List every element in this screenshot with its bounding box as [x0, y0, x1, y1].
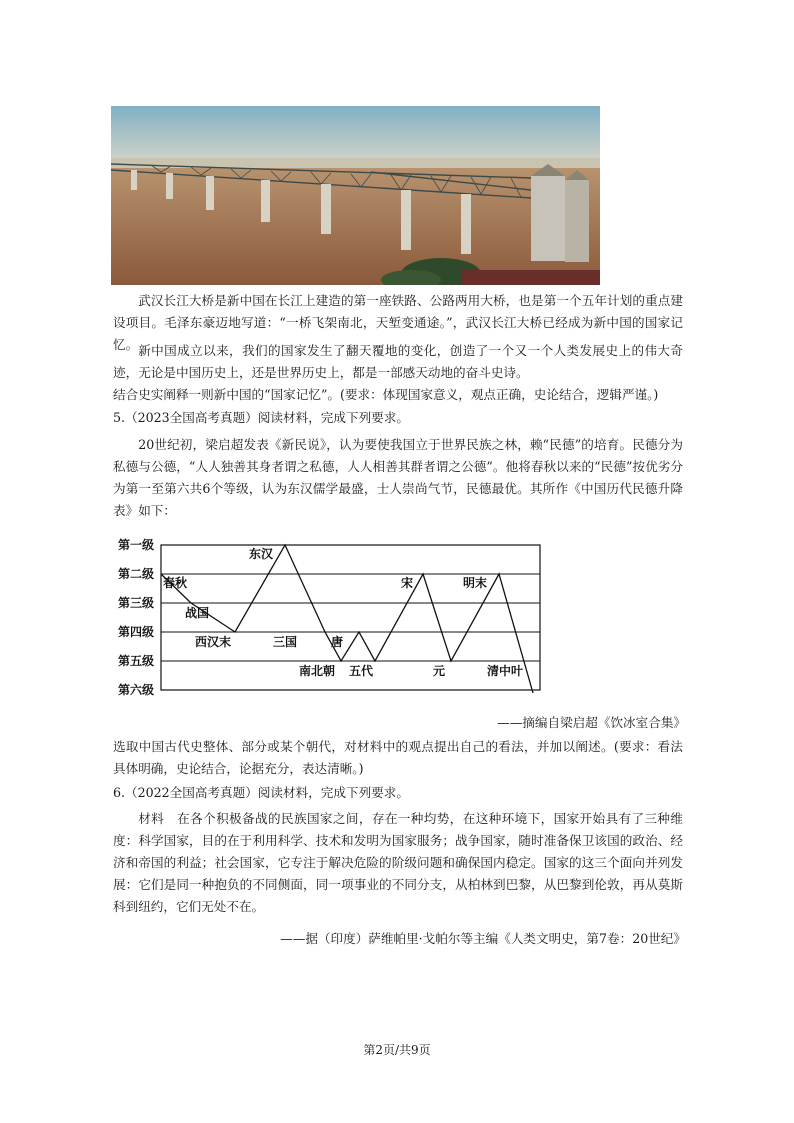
- y-tick-label: 第三级: [118, 596, 155, 610]
- paragraph-new-china: 新中国成立以来，我们的国家发生了翻天覆地的变化，创造了一个又一个人类发展史上的伟大奇迹，无论是中国历史上，还是世界历史上，都是一部感天动地的奋斗史诗。: [113, 343, 683, 380]
- paragraph-bridge-intro: 武汉长江大桥是新中国在长江上建造的第一座铁路、公路两用大桥，也是第一个五年计划的重点建设项目。毛泽东豪迈地写道：“一桥飞架南北，天堑变通途。”，武汉长江大桥已经成为新中国的国家记忆。: [113, 293, 683, 352]
- y-tick-label: 第六级: [118, 683, 155, 697]
- y-tick-label: 第五级: [118, 654, 155, 668]
- bridge-photo: [111, 106, 600, 285]
- point-label-宋: 宋: [401, 576, 414, 590]
- question-5-source: ——摘编自梁启超《饮冰室合集》: [497, 715, 686, 730]
- point-label-三国: 三国: [273, 635, 298, 649]
- minde-rise-fall-chart: [113, 535, 553, 705]
- point-label-战国: 战国: [185, 606, 210, 620]
- question-5-material: 20世纪初，梁启超发表《新民说》，认为要使我国立于世界民族之林，赖“民德”的培育。民德分为私德与公德，“人人独善其身者谓之私德，人人相善其群者谓之公德”。他将春秋以来的“民德”按优劣分为第一至第六共6个等级，认为东汉儒学最盛，士人崇尚气节，民德最优。其所作《中国历代民德升降表》如下：: [113, 437, 683, 518]
- point-label-清中叶: 清中叶: [487, 664, 524, 678]
- point-label-明末: 明末: [463, 576, 488, 590]
- point-label-南北朝: 南北朝: [299, 664, 336, 678]
- point-label-元: 元: [433, 664, 446, 678]
- point-label-春秋: 春秋: [163, 576, 188, 590]
- y-tick-label: 第二级: [118, 567, 155, 581]
- question-6-heading: 6.（2022全国高考真题）阅读材料，完成下列要求。: [113, 785, 409, 800]
- question-6-material: 材料 在各个积极备战的民族国家之间，存在一种均势，在这种环境下，国家开始具有了三种维度：科学国家，目的在于利用科学、技术和发明为国家服务；战争国家，随时准备保卫该国的政治、经济和帝国的利益；社会国家，它专注于解决危险的阶级问题和确保国内稳定。国家的这三个面向并列发展：它们是同一种抱负的不同侧面，同一项事业的不同分支，从柏林到巴黎，从巴黎到伦敦，再从莫斯科到纽约，它们无处不在。: [113, 811, 683, 914]
- bridge-illustration: [111, 106, 600, 285]
- minde-series-line: [161, 545, 533, 693]
- point-label-五代: 五代: [349, 664, 374, 678]
- point-label-唐: 唐: [331, 635, 344, 649]
- question-5-heading: 5.（2023全国高考真题）阅读材料，完成下列要求。: [113, 410, 409, 425]
- question-6-source: ——据（印度）萨维帕里·戈帕尔等主编《人类文明史，第7卷：20世纪》: [280, 931, 686, 946]
- y-tick-label: 第一级: [118, 538, 155, 552]
- question-5-task: 选取中国古代史整体、部分或某个朝代，对材料中的观点提出自己的看法，并加以阐述。(要求：看法具体明确，史论结合，论据充分，表达清晰。): [113, 739, 683, 776]
- point-label-东汉: 东汉: [249, 547, 274, 561]
- paragraph-task-national-memory: 结合史实阐释一则新中国的“国家记忆”。(要求：体现国家意义，观点正确，史论结合，逻辑严谨。): [113, 387, 659, 402]
- page-footer: 第2页/共9页: [363, 1043, 431, 1057]
- y-tick-label: 第四级: [118, 625, 155, 639]
- point-label-西汉末: 西汉末: [195, 635, 232, 649]
